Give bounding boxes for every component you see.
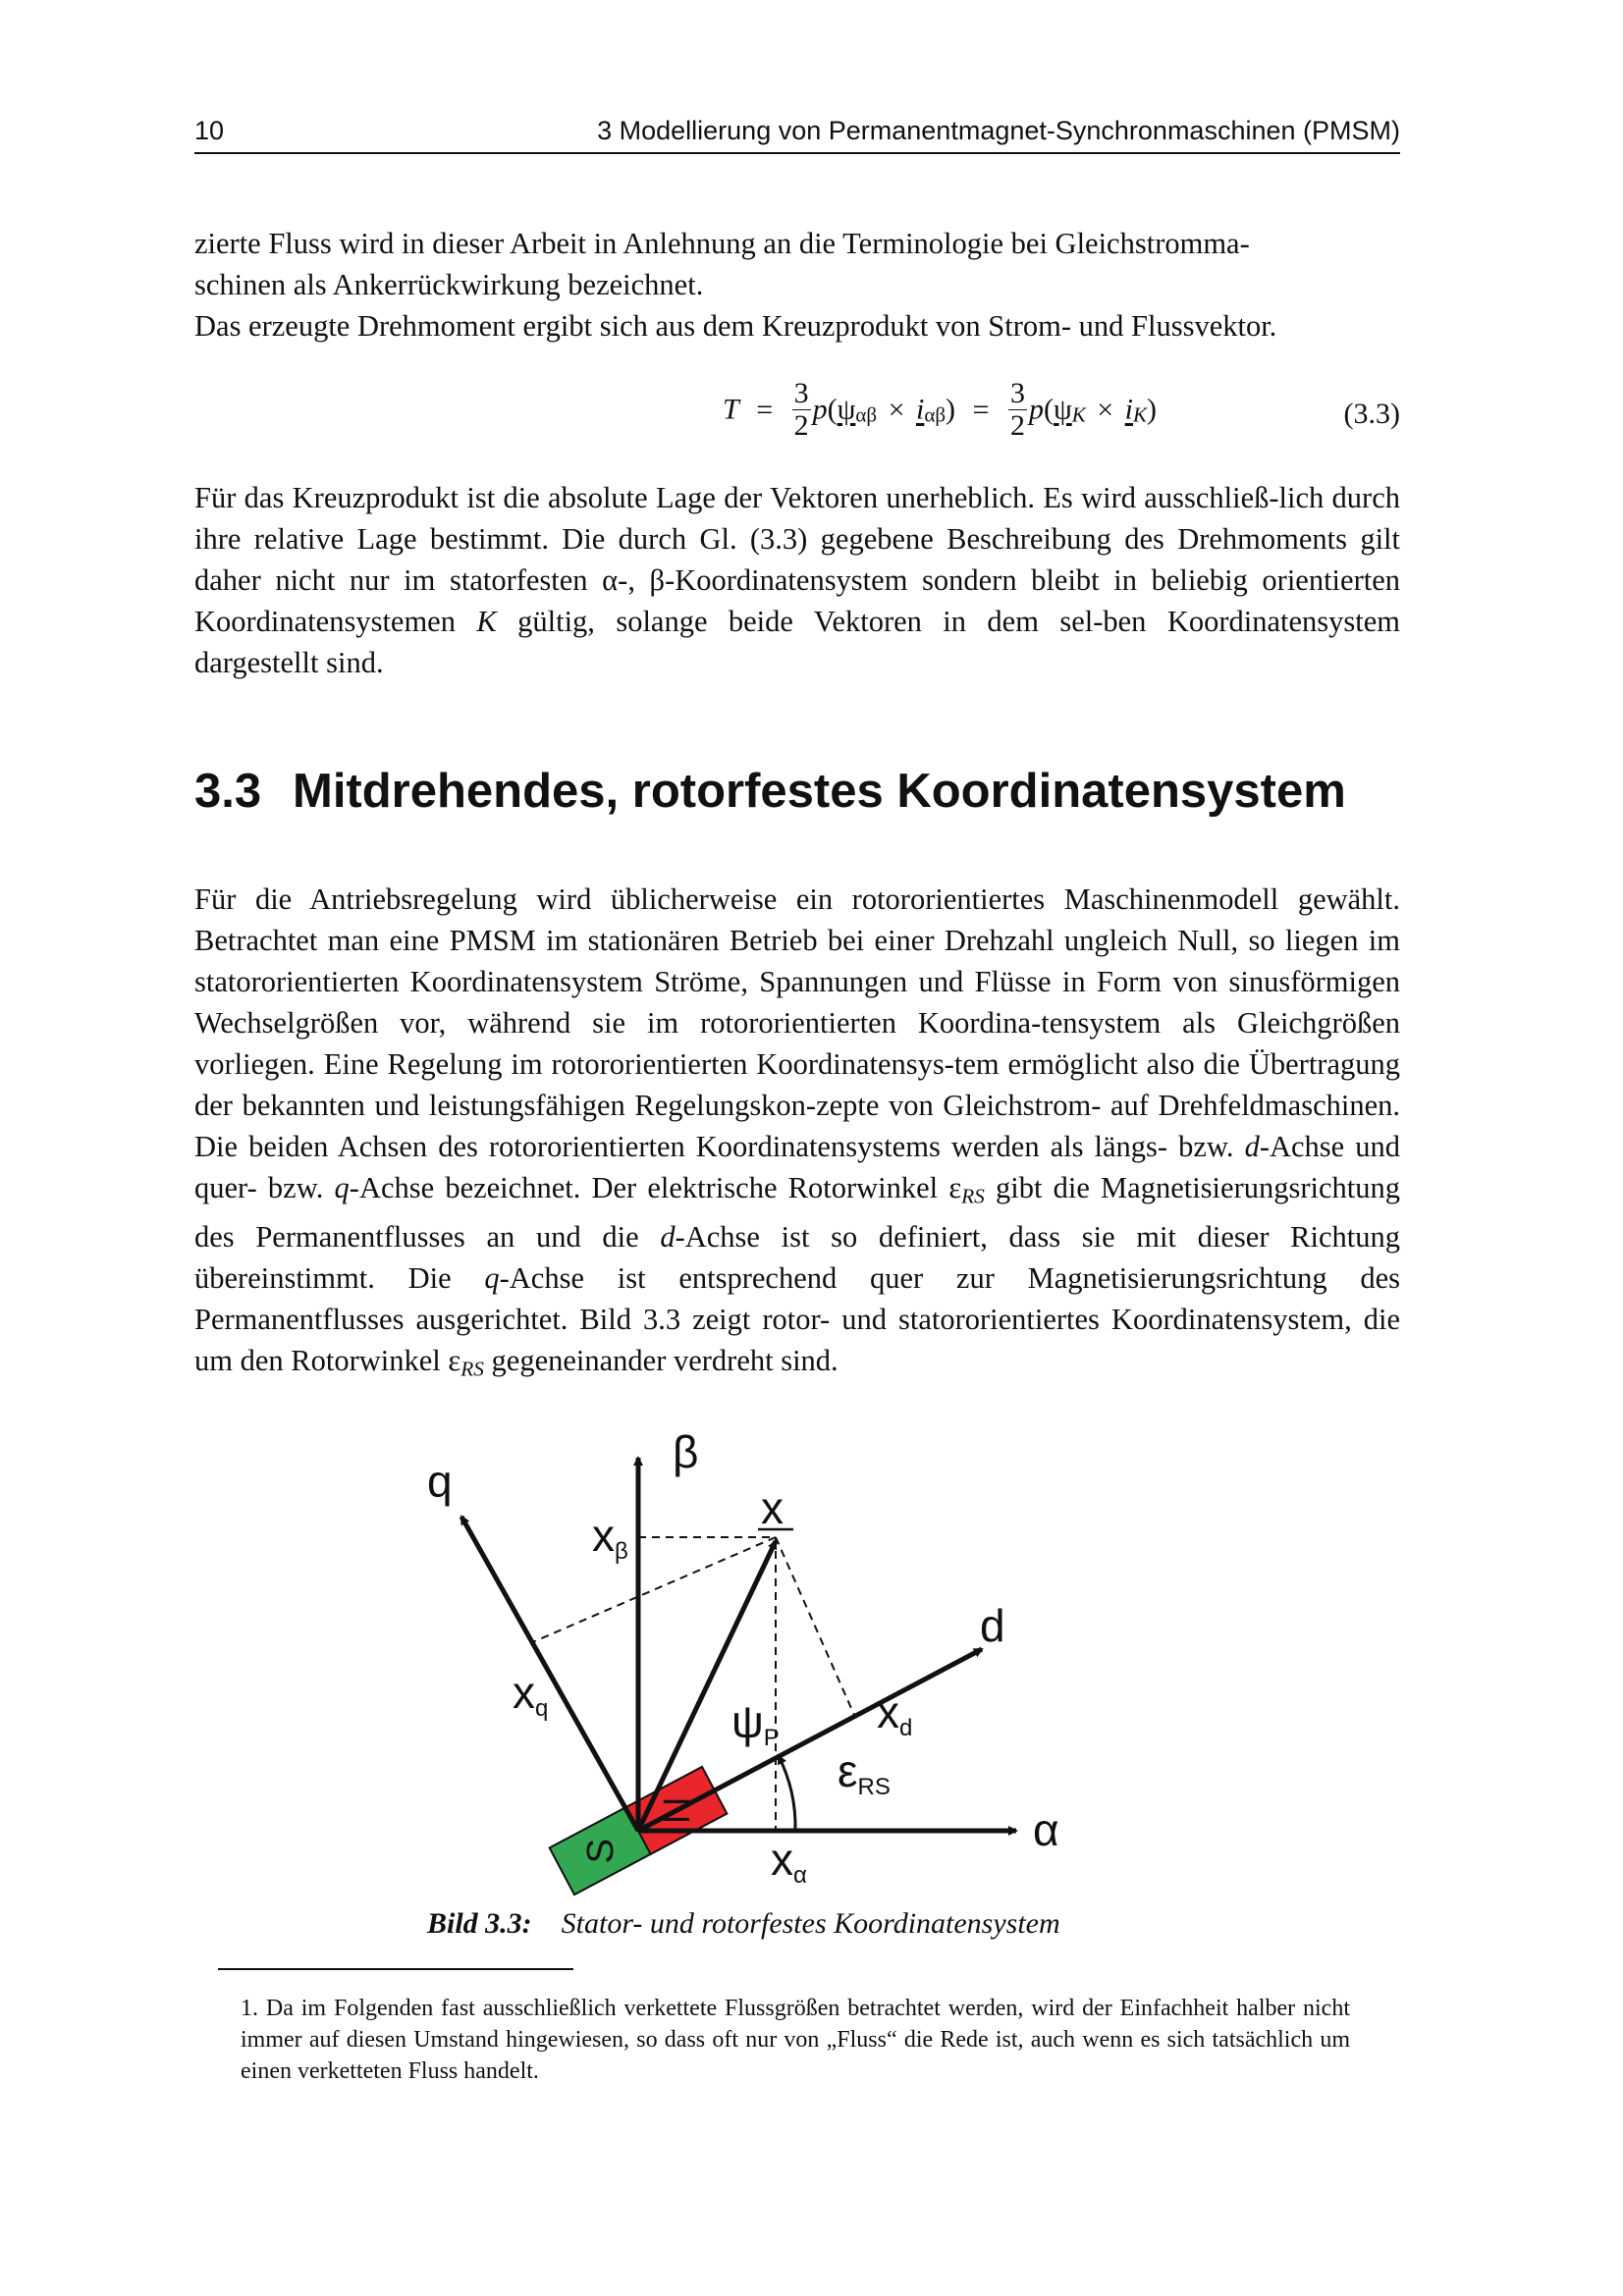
eq-flux-vector: ψ bbox=[837, 393, 856, 426]
eq-lhs: T bbox=[723, 393, 739, 426]
eq-pole-pairs: p bbox=[812, 393, 828, 426]
equation-body: T = $\frac{3}{2}$ $p(\psi_{\alpha\beta} \times i_{\alpha\beta})$ = $\frac{3}{2}$ $p(\psi_K \times i_K)$ bbox=[723, 377, 1158, 442]
label-x-d: xd bbox=[877, 1686, 913, 1741]
paragraph-rotor-frame: Für die Antriebsregelung wird üblicherweise ein rotororientiertes Maschinenmodell gewählt. Betrachtet man eine PMSM im stationären Betrieb bei einer Drehzahl ungleich Null, so liegen im statororientierten Koordinatensystem Ströme, Spannungen und Flüsse in Form von sinusförmigen Wechselgrößen vor, während sie im rotororientierten Koordina-tensystem als Gleichgrößen vorliegen. Eine Regelung im rotororientierten Koordinatensys-tem ermöglicht also die Übertragung der bekannten und leistungsfähigen Regelungskon-zepte von Gleichstrom- auf Drehfeldmaschinen. Die beiden Achsen des rotororientierten Koordinatensystems werden als längs- bzw. d-Achse und quer- bzw. q-Achse bezeichnet. Der elektrische Rotorwinkel $\varepsilon_{RS}$ gibt die Magnetisierungsrichtung des Permanentflusses an und die d-Achse ist so definiert, dass sie mit dieser Richtung übereinstimmt. Die q-Achse ist entsprechend quer zur Magnetisierungsrichtung des Permanentflusses ausgerichtet. Bild 3.3 zeigt rotor- und statororientiertes Koordinatensystem, die um den Rotorwinkel $\varepsilon_{RS}$ gegeneinander verdreht sind. bbox=[194, 882, 1400, 1381]
footnote: 1. Da im Folgenden fast ausschließlich verkettete Flussgrößen betrachtet werden, wird der Einfachheit halber nicht immer auf diesen Umstand hingewiesen, so dass oft nur von „Fluss“ die Rede ist, auch wenn es sich tatsächlich um einen verketteten Fluss handelt. bbox=[241, 1996, 1350, 2084]
eq-current-vector: i bbox=[916, 393, 925, 426]
footnote-rule bbox=[218, 1968, 573, 1970]
running-header bbox=[194, 116, 1400, 155]
coordinate-system-figure bbox=[393, 1414, 1139, 1904]
intro-line-2: schinen als Ankerrückwirkung bezeichnet. bbox=[194, 268, 704, 301]
eq-equals: = bbox=[756, 393, 774, 426]
label-d: d bbox=[980, 1600, 1005, 1651]
magnet-s-label: S bbox=[580, 1838, 622, 1864]
eq-current-vector-k: i bbox=[1124, 393, 1134, 426]
chapter-title: 3 Modellierung von Permanentmagnet-Synchronmaschinen (PMSM) bbox=[597, 116, 1400, 145]
eq-flux-vector-k: ψ bbox=[1053, 393, 1072, 426]
label-x-alpha: xα bbox=[771, 1834, 807, 1889]
eq-cross: × bbox=[888, 393, 905, 426]
label-alpha: α bbox=[1033, 1804, 1059, 1855]
header-rule bbox=[194, 152, 1400, 154]
label-q: q bbox=[427, 1456, 453, 1507]
label-x: x bbox=[761, 1482, 784, 1533]
intro-line-1: zierte Fluss wird in dieser Arbeit in Anlehnung an die Terminologie bei Gleichstromma- bbox=[194, 227, 1250, 260]
equation-number: (3.3) bbox=[1343, 398, 1400, 430]
section-title: Mitdrehendes, rotorfestes Koordinatensystem bbox=[293, 765, 1346, 818]
eq-equals-2: = bbox=[972, 393, 990, 426]
magnet-n-label: N bbox=[656, 1796, 698, 1825]
figure-caption bbox=[427, 1907, 1060, 1941]
intro-paragraph bbox=[194, 223, 1400, 347]
section-number: 3.3 bbox=[194, 765, 262, 818]
rotor-angle-arc bbox=[779, 1756, 795, 1831]
intro-line-3: Das erzeugte Drehmoment ergibt sich aus dem Kreuzprodukt von Strom- und Flussvektor. bbox=[194, 309, 1277, 343]
section-heading bbox=[194, 764, 1346, 819]
label-psi-p: ψP bbox=[731, 1696, 780, 1751]
torque-equation bbox=[194, 378, 1400, 456]
eq-fraction: $\frac{3}{2}$ bbox=[793, 377, 809, 442]
eq-fraction-2: $\frac{3}{2}$ bbox=[1009, 377, 1025, 442]
q-axis bbox=[461, 1517, 638, 1831]
label-beta: β bbox=[673, 1426, 699, 1477]
caption-text: Stator- und rotorfestes Koordinatensystem bbox=[561, 1907, 1060, 1940]
caption-label: Bild 3.3: bbox=[427, 1907, 532, 1940]
label-x-beta: xβ bbox=[592, 1510, 628, 1565]
page-number: 10 bbox=[194, 116, 225, 145]
d-axis bbox=[638, 1649, 982, 1831]
paragraph-cross-product: Für das Kreuzprodukt ist die absolute Lage der Vektoren unerheblich. Es wird ausschließ-lich durch ihre relative Lage bestimmt. Die durch Gl. (3.3) gegebene Beschreibung des Drehmoments gilt daher nicht nur im statorfesten α-, β-Koordinatensystem sondern bleibt in beliebig orientierten Koordinatensystemen K gültig, solange beide Vektoren in dem sel-ben Koordinatensystem dargestellt sind. bbox=[194, 481, 1400, 679]
label-epsilon-rs: εRS bbox=[838, 1745, 891, 1800]
label-x-q: xq bbox=[513, 1667, 549, 1722]
